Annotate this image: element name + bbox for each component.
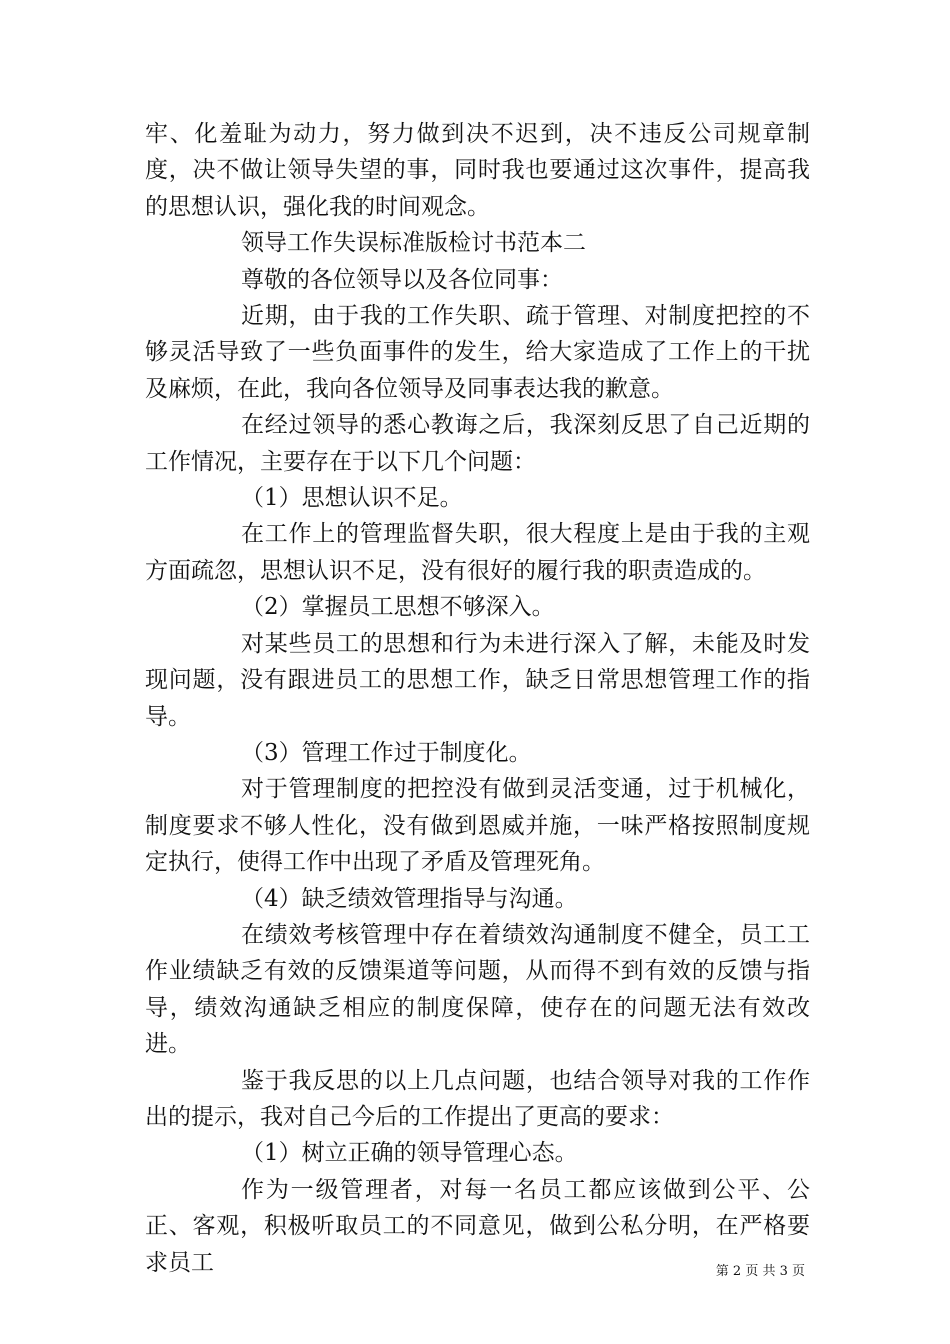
- paragraph: 作为一级管理者，对每一名员工都应该做到公平、公正、客观，积极听取员工的不同意见，做到公私分明，在严格要求员工: [145, 1176, 810, 1276]
- salutation: 尊敬的各位领导以及各位同事：: [241, 266, 563, 293]
- list-heading: （4）缺乏绩效管理指导与沟通。: [241, 885, 578, 912]
- paragraph: 对于管理制度的把控没有做到灵活变通，过于机械化，制度要求不够人性化，没有做到恩威并施，一味严格按照制度规定执行，使得工作中出现了矛盾及管理死角。: [145, 776, 810, 876]
- list-heading: （1）思想认识不足。: [241, 485, 463, 512]
- paragraph: 鉴于我反思的以上几点问题，也结合领导对我的工作作出的提示，我对自己今后的工作提出了更高的要求：: [145, 1067, 810, 1130]
- paragraph: 在经过领导的悉心教诲之后，我深刻反思了自己近期的工作情况，主要存在于以下几个问题：: [145, 412, 810, 475]
- section-title: 领导工作失误标准版检讨书范本二: [241, 230, 586, 257]
- list-heading: （1）树立正确的领导管理心态。: [241, 1140, 578, 1167]
- page-number: 第 2 页 共 3 页: [715, 1264, 805, 1279]
- paragraph: 在绩效考核管理中存在着绩效沟通制度不健全，员工工作业绩缺乏有效的反馈渠道等问题，从而得不到有效的反馈与指导，绩效沟通缺乏相应的制度保障，使存在的问题无法有效改进。: [145, 921, 810, 1058]
- document-body: [145, 116, 810, 1281]
- list-heading: （3）管理工作过于制度化。: [241, 739, 532, 766]
- paragraph: 在工作上的管理监督失职，很大程度上是由于我的主观方面疏忽，思想认识不足，没有很好的履行我的职责造成的。: [145, 521, 810, 584]
- list-heading: （2）掌握员工思想不够深入。: [241, 594, 555, 621]
- paragraph: 近期，由于我的工作失职、疏于管理、对制度把控的不够灵活导致了一些负面事件的发生，给大家造成了工作上的干扰及麻烦，在此，我向各位领导及同事表达我的歉意。: [145, 303, 810, 402]
- paragraph: 对某些员工的思想和行为未进行深入了解，未能及时发现问题，没有跟进员工的思想工作，缺乏日常思想管理工作的指导。: [145, 630, 810, 730]
- paragraph-continuation: 牢、化羞耻为动力，努力做到决不迟到，决不违反公司规章制度，决不做让领导失望的事，同时我也要通过这次事件，提高我的思想认识，强化我的时间观念。: [145, 121, 810, 220]
